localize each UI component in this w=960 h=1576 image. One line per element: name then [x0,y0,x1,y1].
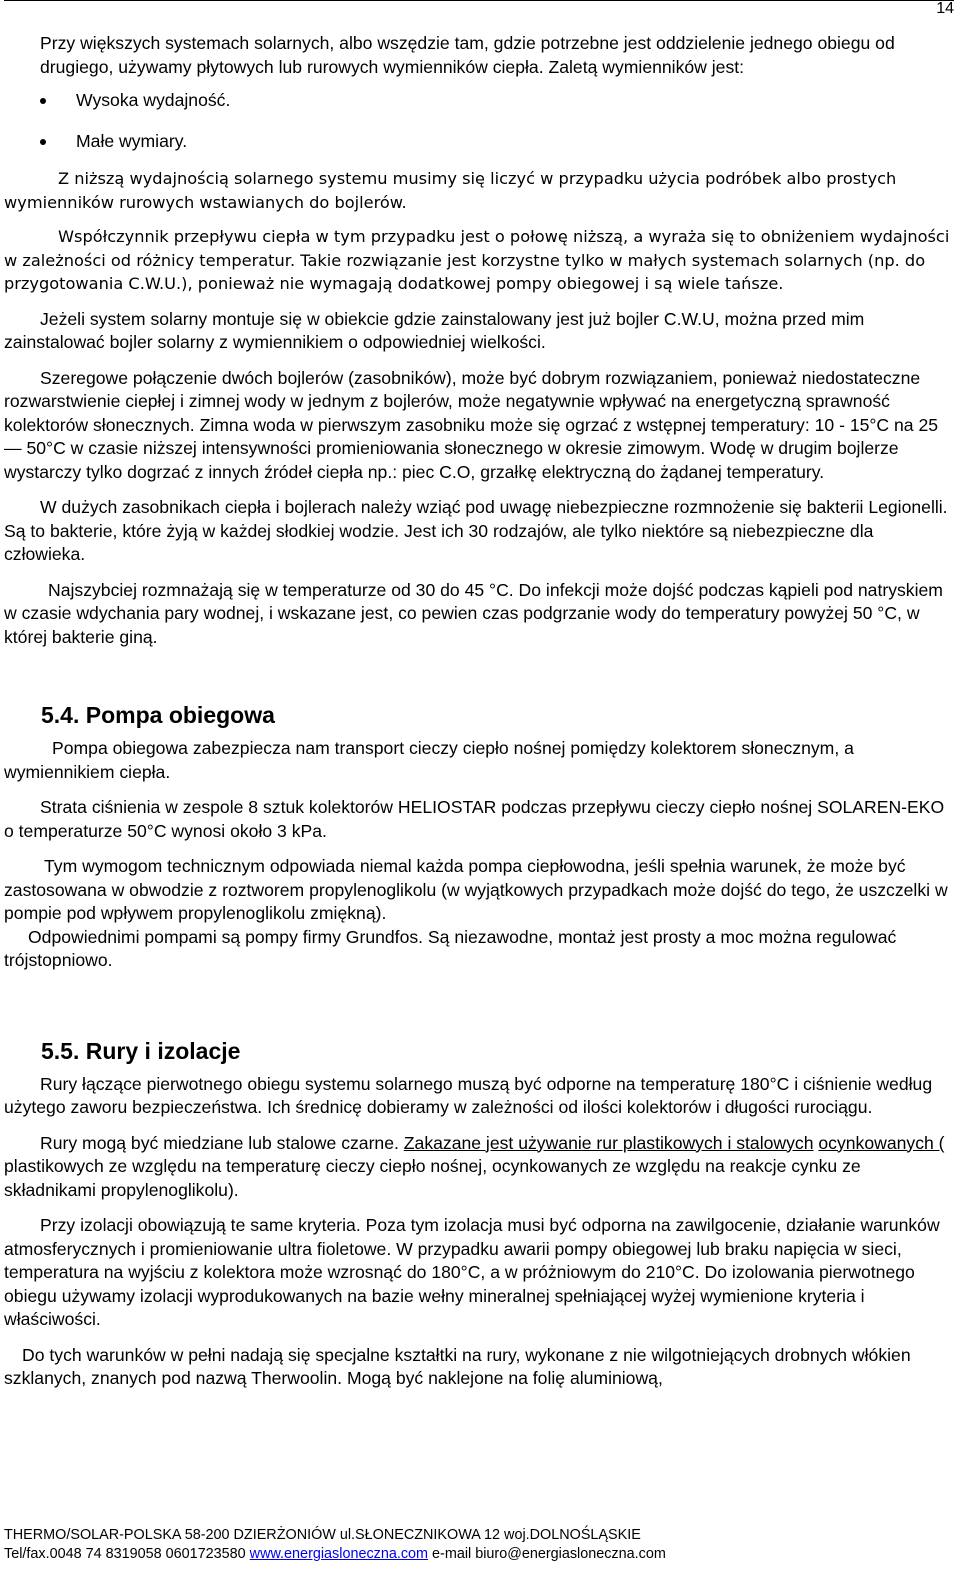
paragraph-pipe-materials: Rury mogą być miedziane lub stalowe czarne. Zakazane jest używanie rur plastikowych i stalowych ocynkowanych ( plastikowych ze względu na temperaturę cieczy ciepło nośnej, ocynkowanych ze względu na reakcje cynku ze składnikami propylenoglikolu). [4,1132,945,1200]
page-footer [4,1526,954,1563]
document-body [4,32,954,1391]
prohibited-pipes-text: Zakazane jest używanie rur plastikowych i stalowych [403,1132,814,1153]
paragraph-serial-connection: Szeregowe połączenie dwóch bojlerów (zasobników), może być dobrym rozwiązaniem, ponieważ niedostateczne rozwarstwienie ciepłej i zimnej wody w jednym z bojlerów, może negatywnie wpływać na energetyczną sprawność kolektorów słonecznych. Zimna woda w pierwszym zasobniku może się ogrzać z wstępnej temperatury: 10 - 15°C na 25 — 50°C w czasie niższej intensywności promieniowania słonecznego w okresie zimowym. Wodę w drugim bojlerze wystarczy tylko dogrzać z innych źródeł ciepła np.: piec C.O, grzałkę elektryczną do żądanej temperatury. [4,367,939,482]
section-heading-pump: 5.4. Pompa obiegowa [41,702,275,728]
intro-text: Przy większych systemach solarnych, albo wszędzie tam, gdzie potrzebne jest oddzielenie jednego obiegu od drugiego, używamy płytowych lub rurowych wymienników ciepła. Zaletą wymienników jest: [40,33,895,77]
paragraph-existing-boiler: Jeżeli system solarny montuje się w obiekcie gdzie zainstalowany jest już bojler C.W.U, można przed mim zainstalować bojler solarny z wymiennikiem o odpowiedniej wielkości. [4,308,865,352]
paragraph-temperature: Najszybciej rozmnażają się w temperaturze od 30 do 45 °C. Do infekcji może dojść podczas kąpieli pod natryskiem w czasie wdychania pary wodnej, i wskazane jest, co pewien czas podgrzanie wody do temperatury powyżej 50 °C, w której bakterie giną. [4,579,943,647]
advantages-list [4,89,954,153]
paragraph-pressure-loss: Strata ciśnienia w zespole 8 sztuk kolektorów HELIOSTAR podczas przepływu cieczy ciepło nośnej SOLAREN-EKO o temperaturze 50°C wynosi około 3 kPa. [4,797,945,841]
footer-contact: Tel/fax.0048 74 8319058 0601723580 www.energiasloneczna.com e-mail biuro@energiasloneczna.com [4,1545,666,1562]
paragraph-heat-coefficient: Współczynnik przepływu ciepła w tym przypadku jest o połowę niższą, a wyraża się to obniżeniem wydajności w zależności od różnicy temperatur. Takie rozwiązanie jest korzystne tylko w małych systemach solarnych (np. do przygotowania C.W.U.), ponieważ nie wymagają dodatkowej pompy obiegowej i są wiele tańsze. [4,227,950,293]
footer-address: THERMO/SOLAR-POLSKA 58-200 DZIERŻONIÓW ul.SŁONECZNIKOWA 12 woj.DOLNOŚLĄSKIE [4,1527,641,1543]
section-heading-pipes: 5.5. Rury i izolacje [41,1037,241,1064]
list-item: Wysoka wydajność. [4,89,954,113]
paragraph-pump-intro: Pompa obiegowa zabezpiecza nam transport cieczy ciepło nośnej pomiędzy kolektorem słonecznym, a wymiennikiem ciepła. [4,738,854,782]
paragraph-pipes-intro: Rury łączące pierwotnego obiegu systemu solarnego muszą być odporne na temperaturę 180°C i ciśnienie według użytego zaworu bezpieczeństwa. Ich średnicę dobieramy w zależności od ilości kolektorów i długości rurociągu. [4,1073,933,1117]
list-item: Małe wymiary. [4,130,954,154]
paragraph-legionella: W dużych zasobnikach ciepła i bojlerach należy wziąć pod uwagę niebezpieczne rozmnożenie się bakterii Legionelli. Są to bakterie, które żyją w każdej słodkiej wodzie. Jest ich 30 rodzajów, ale tylko niektóre są niebezpieczne dla człowieka. [4,497,948,564]
paragraph-technical-requirements: Tym wymogom technicznym odpowiada niemal każda pompa ciepłowodna, jeśli spełnia warunek, że może być zastosowana w obwodzie z roztworem propylenoglikolu (w wyjątkowych przypadkach może dojść do tego, że uszczelki w pompie pod wpływem propylenoglikolu zmiękną). [4,856,948,923]
galvanized-text: ocynkowanych ( [818,1132,945,1153]
page-number: 14 [936,0,954,17]
paragraph-imitations: Z niższą wydajnością solarnego systemu musimy się liczyć w przypadku użycia podróbek albo prostych wymienników rurowych wstawianych do bojlerów. [4,169,897,212]
header-rule [4,0,954,1]
website-link[interactable]: www.energiasloneczna.com [249,1545,429,1562]
paragraph-therwoolin: Do tych warunków w pełni nadają się specjalne kształtki na rury, wykonane z nie wilgotniejących drobnych włókien szklanych, znanych pod nazwą Therwoolin. Mogą być naklejone na folię aluminiową, [4,1344,911,1388]
paragraph-insulation: Przy izolacji obowiązują te same kryteria. Poza tym izolacja musi być odporna na zawilgocenie, działanie warunków atmosferycznych i promieniowanie ultra fioletowe. W przypadku awarii pompy obiegowej lub braku napięcia w sieci, temperatura na wyjściu z kolektora może wzrosnąć do 180°C, a w próżniowym do 210°C. Do izolowania pierwotnego obiegu używamy izolacji wyprodukowanych na bazie wełny mineralnej spełniającej wyżej wymienione kryteria i właściwości. [4,1215,940,1329]
paragraph-grundfos: Odpowiednimi pompami są pompy firmy Grundfos. Są niezawodne, montaż jest prosty a moc można regulować trójstopniowo. [4,926,897,970]
intro-paragraph [4,32,954,79]
